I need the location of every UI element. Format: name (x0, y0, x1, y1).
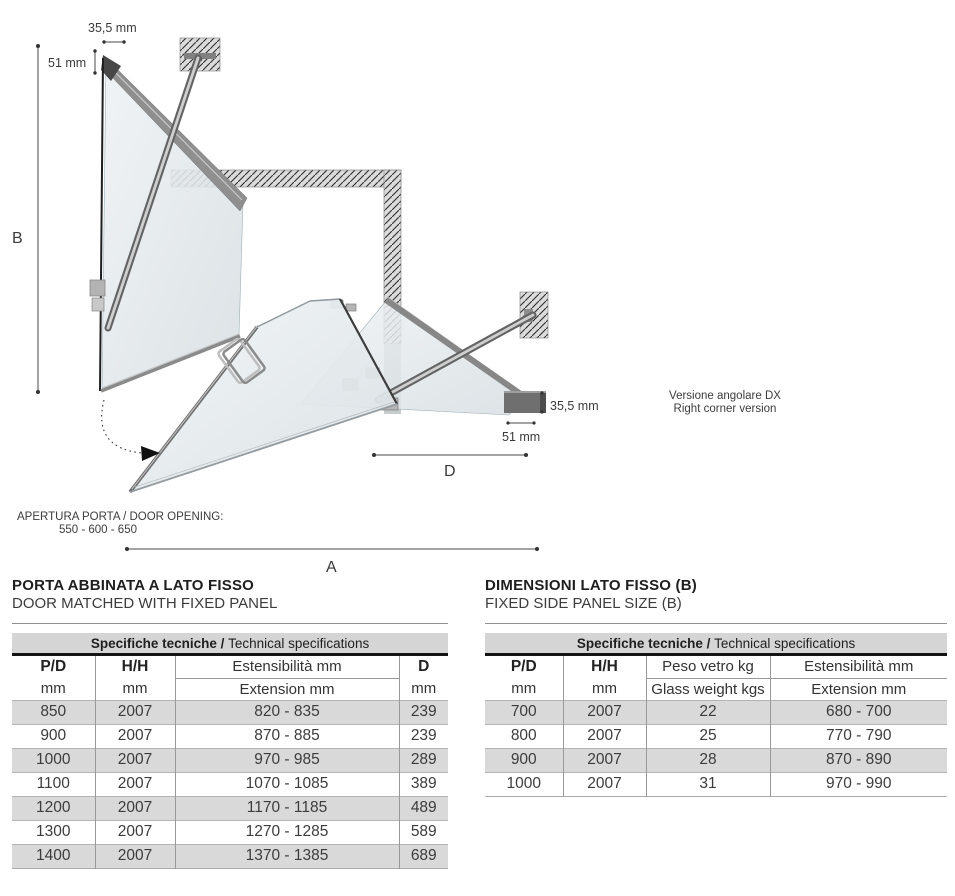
table-cell: 25 (646, 724, 770, 748)
table-row (485, 700, 947, 724)
section-door-matched (12, 577, 448, 869)
dim-51-top-label: 51 mm (48, 56, 87, 70)
dim-b-label: B (12, 230, 23, 247)
table-cell: 31 (646, 772, 770, 796)
col-header: Estensibilità mm (770, 655, 947, 679)
table-cell: 850 (12, 700, 95, 724)
table-row (485, 724, 947, 748)
dim-35-top-label: 35,5 mm (88, 21, 137, 35)
table-cell: 2007 (95, 700, 175, 724)
section-title-en: DOOR MATCHED WITH FIXED PANEL (12, 595, 278, 612)
table-cell: 2007 (563, 772, 646, 796)
door-opening-values: 550 - 600 - 650 (58, 524, 138, 536)
table-cell: 1200 (12, 796, 95, 820)
col-unit: Extension mm (175, 678, 399, 700)
table-cell: 1370 - 1385 (175, 844, 399, 868)
table-cell: 1300 (12, 820, 95, 844)
table-cell: 700 (485, 700, 563, 724)
dim-51-right-line (506, 421, 535, 424)
table-row (12, 772, 448, 796)
table-cell: 2007 (95, 724, 175, 748)
col-unit: mm (40, 680, 66, 698)
section-title-it: DIMENSIONI LATO FISSO (B) (485, 577, 697, 594)
dim-35-top-line (102, 40, 125, 43)
table-body (485, 700, 947, 796)
dim-51-right-label: 51 mm (502, 430, 541, 444)
col-unit: mm (399, 678, 448, 700)
table-cell: 2007 (95, 772, 175, 796)
table-cell: 2007 (563, 748, 646, 772)
table-cell: 28 (646, 748, 770, 772)
table-body (12, 700, 448, 868)
table-cell: 239 (399, 700, 448, 724)
col-unit: mm (511, 680, 537, 698)
divider (12, 623, 448, 624)
table-cell: 2007 (563, 724, 646, 748)
dim-a-label: A (326, 559, 337, 575)
divider (485, 623, 947, 624)
table-title-normal: Technical specifications (714, 636, 856, 651)
end-cap (504, 392, 546, 413)
col-unit: mm (563, 678, 646, 700)
table-row (485, 772, 947, 796)
section-title-en: FIXED SIDE PANEL SIZE (B) (485, 595, 682, 612)
table-title-bold: Specifiche tecniche / (90, 636, 229, 651)
table-cell: 970 - 985 (175, 748, 399, 772)
hinge-hardware (92, 298, 104, 311)
col-header: H/H (95, 655, 175, 679)
table-cell: 1270 - 1285 (175, 820, 399, 844)
hinge-hardware (90, 280, 105, 296)
table-cell: 2007 (95, 820, 175, 844)
col-header: P/D (510, 658, 537, 675)
table-cell: 1000 (12, 748, 95, 772)
table-row (12, 820, 448, 844)
column-header-row (12, 655, 448, 679)
table-row (12, 724, 448, 748)
table-cell: 900 (12, 724, 95, 748)
table-cell: 239 (399, 724, 448, 748)
table-cell: 589 (399, 820, 448, 844)
table-cell: 820 - 835 (175, 700, 399, 724)
col-header: Peso vetro kg (646, 655, 770, 679)
table-title-row (485, 633, 947, 655)
table-cell: 800 (485, 724, 563, 748)
table-cell: 1100 (12, 772, 95, 796)
table-cell: 2007 (95, 796, 175, 820)
table-row (485, 748, 947, 772)
column-unit-row (485, 678, 947, 700)
table-row (12, 748, 448, 772)
fixed-panel (90, 55, 247, 391)
door-opening-title: APERTURA PORTA / DOOR OPENING: (17, 511, 224, 523)
column-header-row (485, 655, 947, 679)
table-cell: 900 (485, 748, 563, 772)
table-title-bold: Specifiche tecniche / (576, 636, 715, 651)
table-title-row (12, 633, 448, 655)
table-cell: 1400 (12, 844, 95, 868)
col-unit: mm (95, 678, 175, 700)
dimension-b (36, 44, 40, 394)
col-unit: Glass weight kgs (646, 678, 770, 700)
table-cell: 1000 (485, 772, 563, 796)
table-row (12, 700, 448, 724)
col-header: D (399, 655, 448, 679)
col-unit: Extension mm (770, 678, 947, 700)
table-cell: 1170 - 1185 (175, 796, 399, 820)
table-cell: 770 - 790 (770, 724, 947, 748)
table-cell: 2007 (95, 844, 175, 868)
table-cell: 1070 - 1085 (175, 772, 399, 796)
ceiling-bracket (180, 38, 220, 71)
table-cell: 870 - 885 (175, 724, 399, 748)
specs-table-fixed (485, 633, 947, 797)
column-unit-row (12, 678, 448, 700)
specs-table-door (12, 633, 448, 869)
table-cell: 970 - 990 (770, 772, 947, 796)
table-cell: 2007 (95, 748, 175, 772)
table-cell: 289 (399, 748, 448, 772)
table-row (12, 796, 448, 820)
col-header: H/H (563, 655, 646, 679)
col-header: Estensibilità mm (175, 655, 399, 679)
table-row (12, 844, 448, 868)
dim-35-right-label: 35,5 mm (550, 399, 599, 413)
version-note-en: Right corner version (673, 403, 777, 415)
table-cell: 389 (399, 772, 448, 796)
table-cell: 689 (399, 844, 448, 868)
dimension-a (125, 547, 539, 551)
door-swing-arrow (102, 400, 160, 461)
dim-51-top-line (93, 49, 96, 74)
table-cell: 680 - 700 (770, 700, 947, 724)
col-header: P/D (40, 658, 67, 675)
table-cell: 870 - 890 (770, 748, 947, 772)
dimension-d (372, 453, 528, 457)
table-cell: 489 (399, 796, 448, 820)
dim-d-label: D (444, 463, 456, 480)
table-cell: 2007 (563, 700, 646, 724)
table-cell: 22 (646, 700, 770, 724)
section-title-it: PORTA ABBINATA A LATO FISSO (12, 577, 255, 594)
section-fixed-panel (485, 577, 947, 797)
version-note-it: Versione angolare DX (669, 390, 781, 402)
table-title-normal: Technical specifications (228, 636, 370, 651)
